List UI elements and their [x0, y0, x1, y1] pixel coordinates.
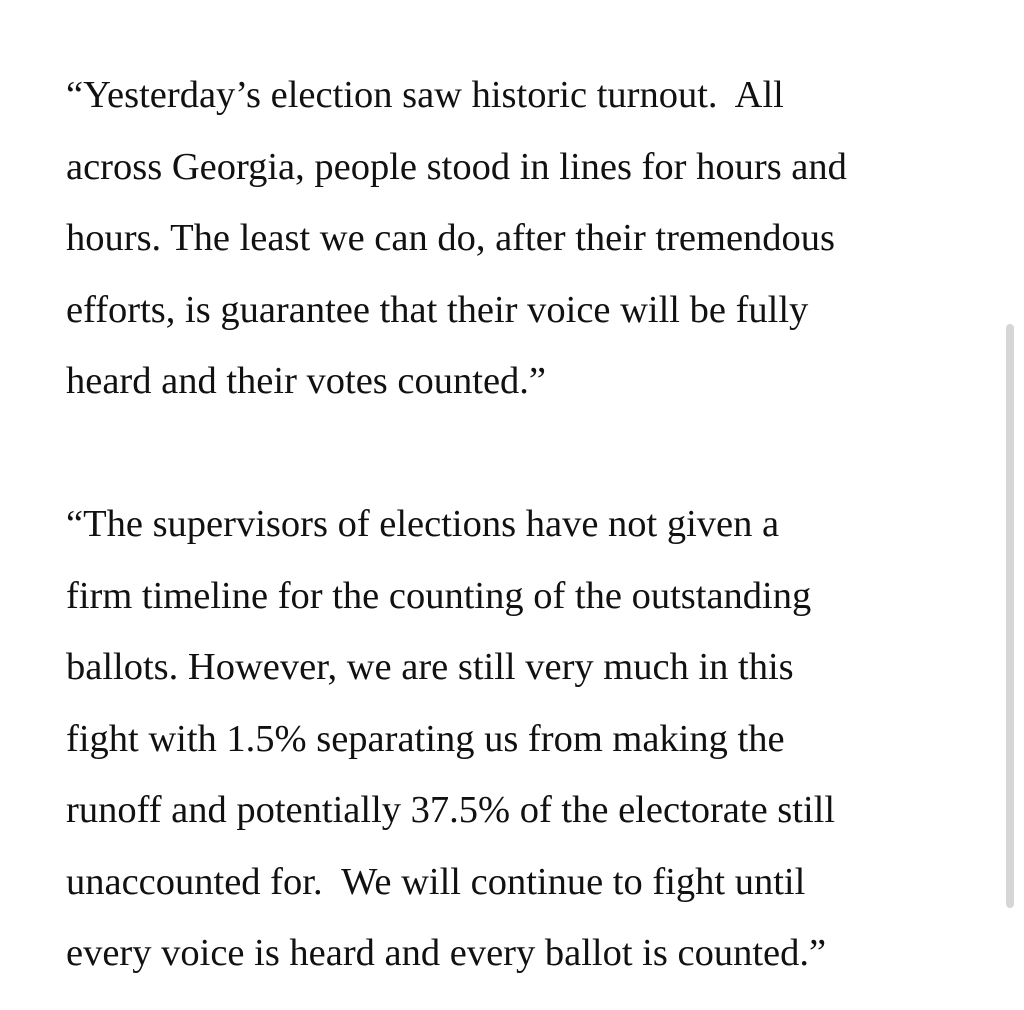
- paragraph-spacer: [66, 418, 966, 490]
- text-line: “Yesterday’s election saw historic turnout. All: [66, 74, 784, 116]
- text-line: every voice is heard and every ballot is counted.”: [66, 932, 827, 974]
- vertical-scrollbar[interactable]: [1006, 324, 1014, 908]
- quote-paragraph-2: [66, 489, 966, 990]
- text-line: hours. The least we can do, after their tremendous: [66, 217, 836, 259]
- text-line: “The supervisors of elections have not given a: [66, 503, 780, 545]
- document-body: [66, 60, 966, 990]
- text-line: efforts, is guarantee that their voice will be fully: [66, 288, 809, 331]
- quote-paragraph-1: [66, 60, 966, 418]
- text-line: firm timeline for the counting of the outstanding: [66, 574, 812, 617]
- text-line: runoff and potentially 37.5% of the electorate still: [66, 789, 836, 831]
- text-line: ballots. However, we are still very much in this: [66, 646, 794, 688]
- text-line: unaccounted for. We will continue to fight until: [66, 860, 806, 903]
- text-line: fight with 1.5% separating us from making the: [66, 717, 785, 760]
- text-line: across Georgia, people stood in lines for hours and: [66, 145, 847, 188]
- text-line: heard and their votes counted.”: [66, 360, 546, 402]
